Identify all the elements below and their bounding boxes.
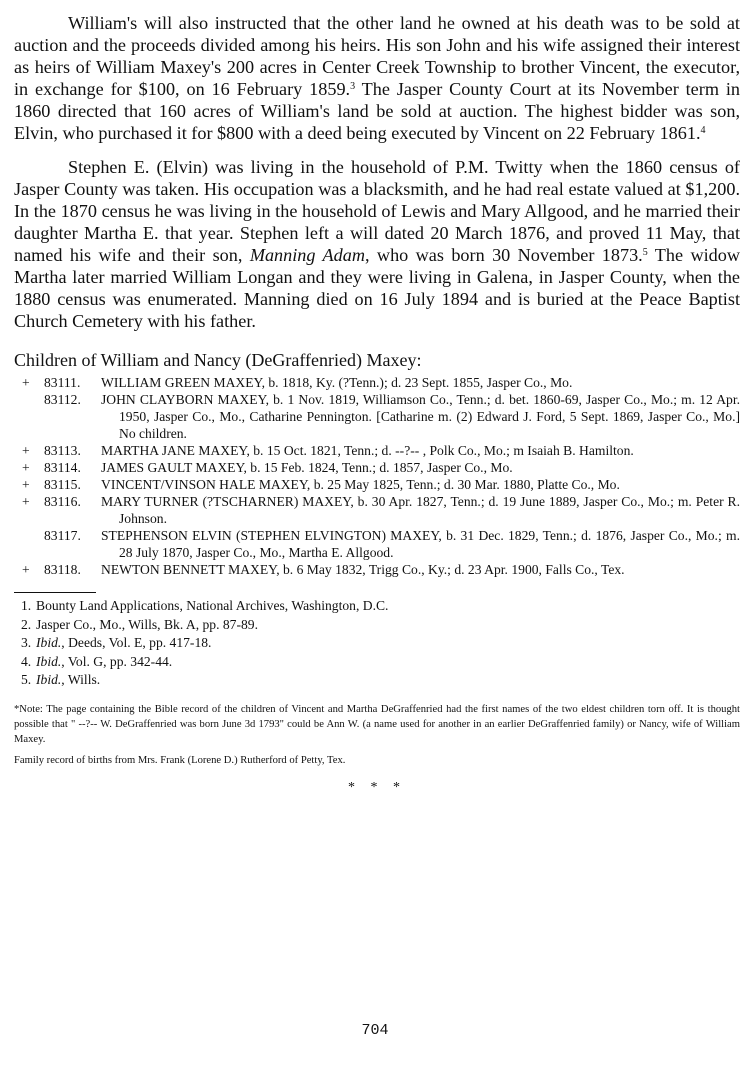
child-text: MARY TURNER (?TSCHARNER) MAXEY, b. 30 Apr. 1827, Tenn.; d. 19 June 1889, Jasper Co., Mo.; m. Peter R. Johnson. [101, 494, 740, 527]
child-number: 83111. [44, 375, 81, 391]
child-entry [14, 391, 740, 442]
children-list [14, 374, 740, 578]
footnote-number: 1. [21, 598, 32, 614]
child-entry [14, 493, 740, 527]
footnote-text: , Wills. [61, 672, 101, 688]
child-text: WILLIAM GREEN MAXEY, b. 1818, Ky. (?Tenn.); d. 23 Sept. 1855, Jasper Co., Mo. [101, 375, 573, 391]
child-text: MARTHA JANE MAXEY, b. 15 Oct. 1821, Tenn.; d. --?-- , Polk Co., Mo.; m Isaiah B. Hamilton. [101, 443, 634, 459]
child-number: 83115. [44, 477, 81, 493]
footnote-text: , Vol. G, pp. 342-44. [61, 653, 173, 669]
descendant-marker: + [22, 375, 30, 391]
paragraph-text: William's will also instructed that the other land he owned at his death was to be sold at auction and the proceeds divided among his heirs. His son John and his wife assigned their interest as heirs of William Maxey's 200 acres in Center Creek Township to brother Vincent, the executor, in exchange for $100, on 16 February 1859. [14, 13, 740, 100]
footnote-ref: 3 [350, 81, 356, 93]
child-number: 83117. [44, 528, 81, 544]
child-entry [14, 442, 740, 459]
footnote-italic: Ibid. [36, 653, 62, 669]
paragraph-text: The widow Martha later married William Longan and they were living in Galena, in Jasper County, when the 1880 census was enumerated. Manning died on 16 July 1894 and is buried at the Peace Baptist Church Cemetery with his father. [14, 244, 740, 332]
footnote-number: 5. [21, 672, 32, 688]
child-entry [14, 374, 740, 391]
footnote [14, 671, 740, 690]
footnote [14, 653, 740, 672]
paragraph-italic-name: Manning Adam [249, 244, 365, 265]
descendant-marker: + [22, 460, 30, 476]
footnote-text: , Deeds, Vol. E, pp. 417-18. [61, 635, 212, 651]
child-number: 83118. [44, 562, 81, 578]
footnote-text: Bounty Land Applications, National Archives, Washington, D.C. [36, 598, 389, 614]
paragraph-stephen-elvin [14, 156, 740, 333]
footnote-number: 2. [21, 616, 32, 632]
child-entry [14, 561, 740, 578]
child-text: VINCENT/VINSON HALE MAXEY, b. 25 May 1825, Tenn.; d. 30 Mar. 1880, Platte Co., Mo. [101, 477, 620, 493]
child-text: JOHN CLAYBORN MAXEY, b. 1 Nov. 1819, Williamson Co., Tenn.; d. bet. 1860-69, Jasper Co., Mo.; m. 12 Apr. 1950, Jasper Co., Mo., Catharine Pennington. [Catharine m. (2) Edward J. Ford, 5 Sept. 1869, Jasper Co., Mo.] No children. [101, 392, 740, 442]
child-number: 83114. [44, 460, 81, 476]
footnote-number: 4. [21, 653, 32, 669]
paragraph-text: , who was born 30 November 1873. [364, 244, 643, 265]
footnote-italic: Ibid. [36, 635, 62, 651]
descendant-marker: + [22, 477, 30, 493]
descendant-marker: + [22, 494, 30, 510]
source-note: Family record of births from Mrs. Frank (Lorene D.) Rutherford of Petty, Tex. [14, 754, 346, 766]
footnotes-list [14, 597, 740, 690]
descendant-marker: + [22, 443, 30, 459]
footnote-divider [14, 592, 96, 593]
child-number: 83113. [44, 443, 81, 459]
section-separator: * * * [348, 779, 406, 795]
child-text: JAMES GAULT MAXEY, b. 15 Feb. 1824, Tenn.; d. 1857, Jasper Co., Mo. [101, 460, 513, 476]
footnote-italic: Ibid. [36, 672, 62, 688]
paragraph-text: The Jasper County Court at its November term in 1860 directed that 160 acres of William's land be sold at auction. The highest bidder was son, Elvin, who purchased it for $800 with a deed being executed by Vincent on 22 February 1861. [14, 79, 740, 144]
child-text: STEPHENSON ELVIN (STEPHEN ELVINGTON) MAXEY, b. 31 Dec. 1829, Tenn.; d. 1876, Jasper Co., Mo.; m. 28 July 1870, Jasper Co., Mo., Martha E. Allgood. [101, 528, 740, 561]
paragraph-text: Stephen E. (Elvin) was living in the household of P.M. Twitty when the 1860 census of Jasper County was taken. His occupation was a blacksmith, and he had real estate valued at $1,200. In the 1870 census he was living in the household of Lewis and Mary Allgood, and he married their daughter Martha E. that year. Stephen left a will dated 20 March 1876, and proved 11 May, that named his wife and their son, [14, 156, 740, 265]
footnote-text: Jasper Co., Mo., Wills, Bk. A, pp. 87-89. [36, 616, 258, 632]
page-number: 704 [361, 1022, 389, 1039]
footnote-ref: 4 [700, 125, 706, 137]
bible-record-note: *Note: The page containing the Bible record of the children of Vincent and Martha DeGraffenried had the first names of the two eldest children torn off. It is thought possible that " --?-- W. DeGraffenried was born June 3d 1793" could be Ann W. (a name used for another in an earlier DeGraffenried family) or Nancy, wife of William Maxey. [14, 703, 740, 745]
footnote [14, 634, 740, 653]
child-entry [14, 459, 740, 476]
footnote [14, 597, 740, 616]
child-entry [14, 476, 740, 493]
descendant-marker: + [22, 562, 30, 578]
footnote-number: 3. [21, 635, 32, 651]
child-text: NEWTON BENNETT MAXEY, b. 6 May 1832, Trigg Co., Ky.; d. 23 Apr. 1900, Falls Co., Tex. [101, 562, 625, 578]
document-page [14, 12, 740, 796]
footnote-ref: 5 [642, 246, 648, 258]
child-entry [14, 527, 740, 561]
footnote [14, 616, 740, 635]
paragraph-will-land-auction [14, 12, 740, 145]
children-heading: Children of William and Nancy (DeGraffenried) Maxey: [14, 350, 422, 371]
child-number: 83112. [44, 392, 81, 408]
child-number: 83116. [44, 494, 81, 510]
